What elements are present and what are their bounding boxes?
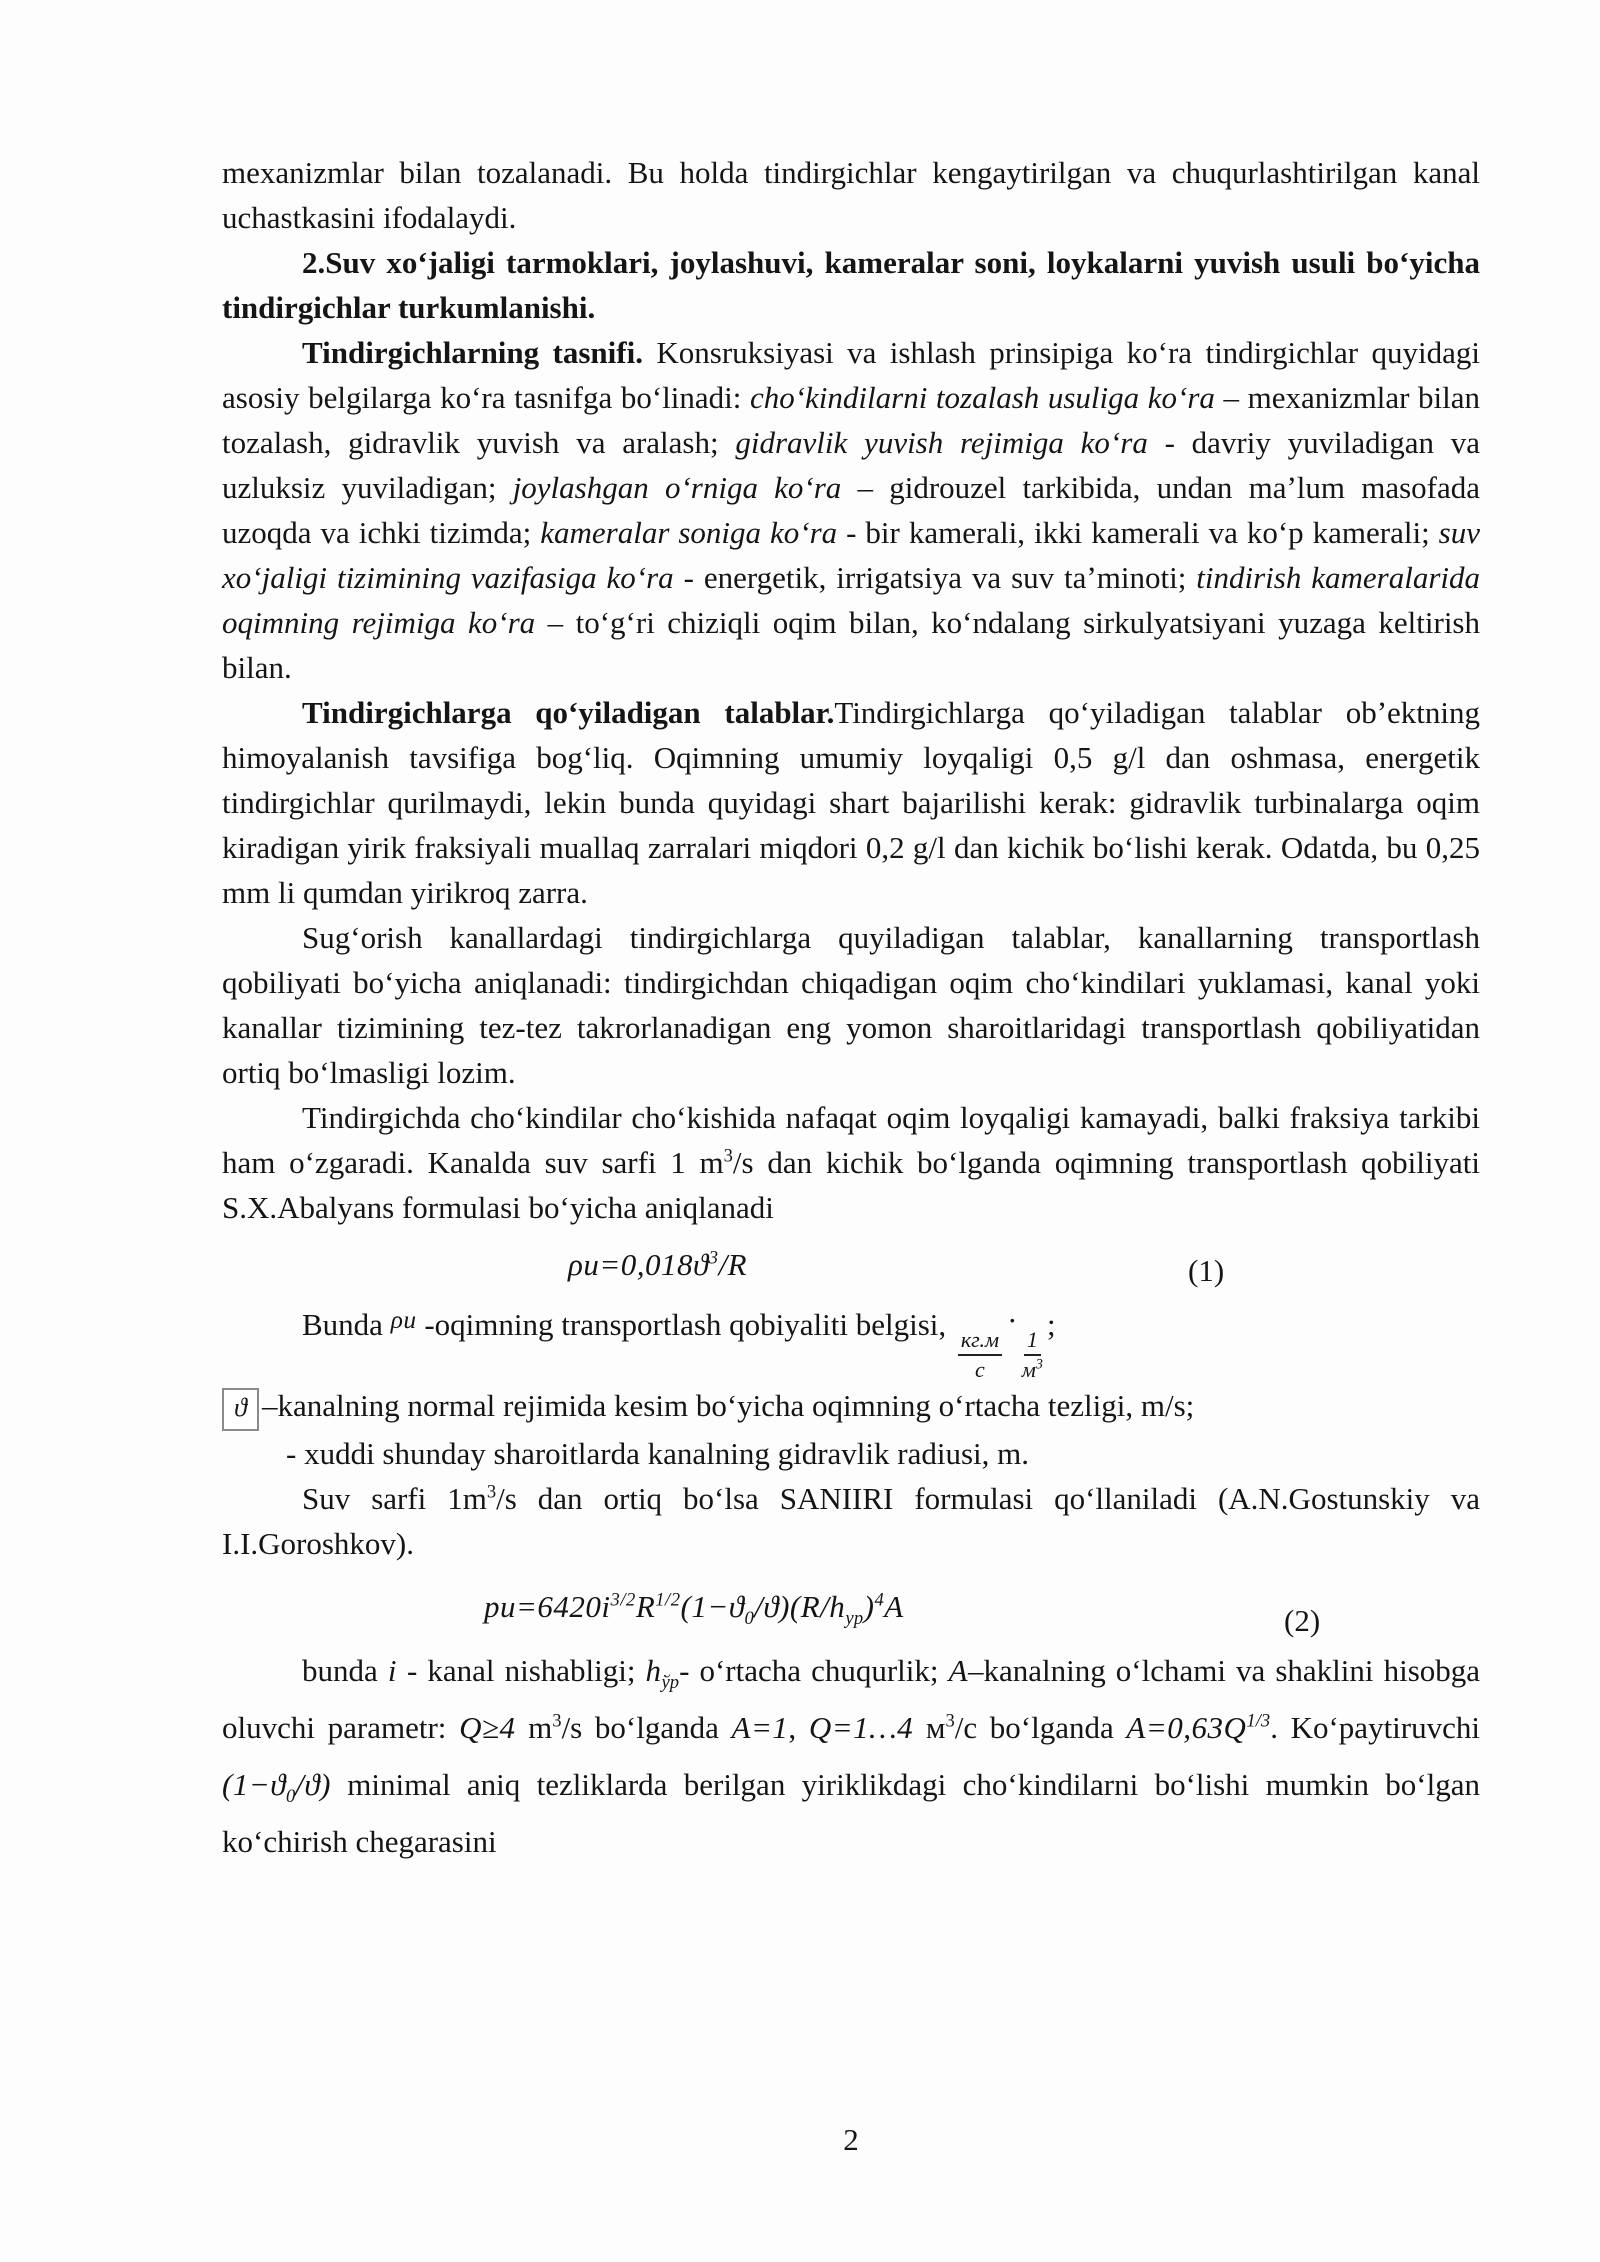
- bunda-lead: Bunda: [302, 1307, 391, 1342]
- formula-2-expression: $pu=6420i^{3/2}R^{1/2}(1-ϑ_0/ϑ)(R/h_{ур})^4A$: [484, 1588, 904, 1630]
- requirements-paragraph: Tindirgichlarga qoʻyiladigan talablar.Tindirgichlarga qoʻyiladigan talablar obʼektning himoyalanish tavsifiga bogʻliq. Oqimning umumiy loyqaligi 0,5 g/l dan oshmasa, energetik tindirgichlar qurilmaydi, lekin bunda quyidagi shart bajarilishi kerak: gidravlik turbinalarga oqim kiradigan yirik fraksiyali muallaq zarralari miqdori 0,2 g/l dan kichik boʻlishi kerak. Odatda, bu 0,25 mm li qumdan yirikroq zarra.: [222, 695, 1481, 910]
- formula-1: [222, 1242, 1480, 1298]
- page-content: [222, 150, 1480, 1870]
- parameters-paragraph: bunda i - kanal nishabligi; $h_{ўр}-$ oʻrtacha chuqurlik; A–kanalning oʻlchami va shaklini hisobga oluvchi parametr: Q≥4 $m^3/s$ boʻlganda A=1, Q=1…4 $м^3/c$ boʻlganda $A=0,63Q^{1/3}$. Koʻpaytiruvchi $(1-ϑ_0/ϑ)$ minimal aniq tezliklarda berilgan yiriklikdagi choʻkindilarni boʻlishi mumkin boʻlgan koʻchirish chegarasini: [222, 1652, 1481, 1859]
- rho-u-symbol: ρu: [390, 1306, 417, 1334]
- theta-symbol-box: ϑ: [222, 1388, 259, 1431]
- transport-capacity-note: [222, 1298, 1480, 1383]
- hydraulic-radius-definition: - xuddi shunday sharoitlarda kanalning gidravlik radiusi, m.: [286, 1435, 1029, 1471]
- multiply-dot: ·: [1008, 1303, 1016, 1338]
- irrigation-requirements-paragraph: Sugʻorish kanallardagi tindirgichlarga quyiladigan talablar, kanallarning transportlash qobiliyati boʻyicha aniqlanadi: tindirgichdan chiqadigan oqim choʻkindilari yuklamasi, kanal yoki kanallar tizimining tez-tez takrorlanadigan eng yomon sharoitlaridagi transportlash qobiliyatidan ortiq boʻlmasligi lozim.: [222, 920, 1480, 1090]
- saniiri-paragraph: Suv sarfi $1m^3/s$ dan ortiq boʻlsa SANIIRI formulasi qoʻllaniladi (A.N.Gostunskiy va I.I.Goroshkov).: [222, 1480, 1481, 1561]
- formula-1-number: (1): [1188, 1253, 1225, 1288]
- bunda-rest: -oqimning transportlash qobiyaliti belgisi,: [416, 1307, 954, 1342]
- semicolon: ;: [1046, 1307, 1056, 1342]
- page-number: 2: [843, 2122, 859, 2157]
- velocity-definition-text: –kanalning normal rejimida kesim boʻyicha oqimning oʻrtacha tezligi, m/s;: [261, 1388, 1195, 1423]
- unit-fraction-kg-m-s: $\frac{кг.м}{с}$: [958, 1327, 1002, 1383]
- formula-2-number: (2): [1284, 1602, 1321, 1638]
- continued-paragraph: mexanizmlar bilan tozalanadi. Bu holda tindirgichlar kengaytirilgan va chuqurlashtirilgan kanal uchastkasini ifodalaydi.: [222, 155, 1480, 235]
- section-heading: 2.Suv xoʻjaligi tarmoklari, joylashuvi, kameralar soni, loykalarni yuvish usuli boʻyicha tindirgichlar turkumlanishi.: [222, 245, 1480, 325]
- unit-fraction-1-m3: $\frac{1}{м^3}$: [1021, 1327, 1043, 1382]
- classification-paragraph: Tindirgichlarning tasnifi. Konsruksiyasi va ishlash prinsipiga koʻra tindirgichlar quyidagi asosiy belgilarga koʻra tasnifga boʻlinadi: choʻkindilarni tozalash usuliga koʻra – mexanizmlar bilan tozalash, gidravlik yuvish va aralash; gidravlik yuvish rejimiga koʻra - davriy yuviladigan va uzluksiz yuviladigan; joylashgan oʻrniga koʻra – gidrouzel tarkibida, undan maʼlum masofada uzoqda va ichki tizimda; kameralar soniga koʻra - bir kamerali, ikki kamerali va koʻp kamerali; suv xoʻjaligi tizimining vazifasiga koʻra - energetik, irrigatsiya va suv taʼminoti; tindirish kameralarida oqimning rejimiga koʻra – toʻgʻri chiziqli oqim bilan, koʻndalang sirkulyatsiyani yuzaga keltirish bilan.: [222, 335, 1481, 685]
- velocity-definition: [222, 1383, 1480, 1431]
- formula-1-expression: $\rho u=0,018ϑ^3/R$: [568, 1247, 748, 1282]
- sediment-paragraph: Tindirgichda choʻkindilar choʻkishida nafaqat oqim loyqaligi kamayadi, balki fraksiya tarkibi ham oʻzgaradi. Kanalda suv sarfi 1 $m^3/s$ dan kichik boʻlganda oqimning transportlash qobiliyati S.X.Abalyans formulasi boʻyicha aniqlanadi: [222, 1100, 1481, 1225]
- formula-2: [222, 1584, 1480, 1642]
